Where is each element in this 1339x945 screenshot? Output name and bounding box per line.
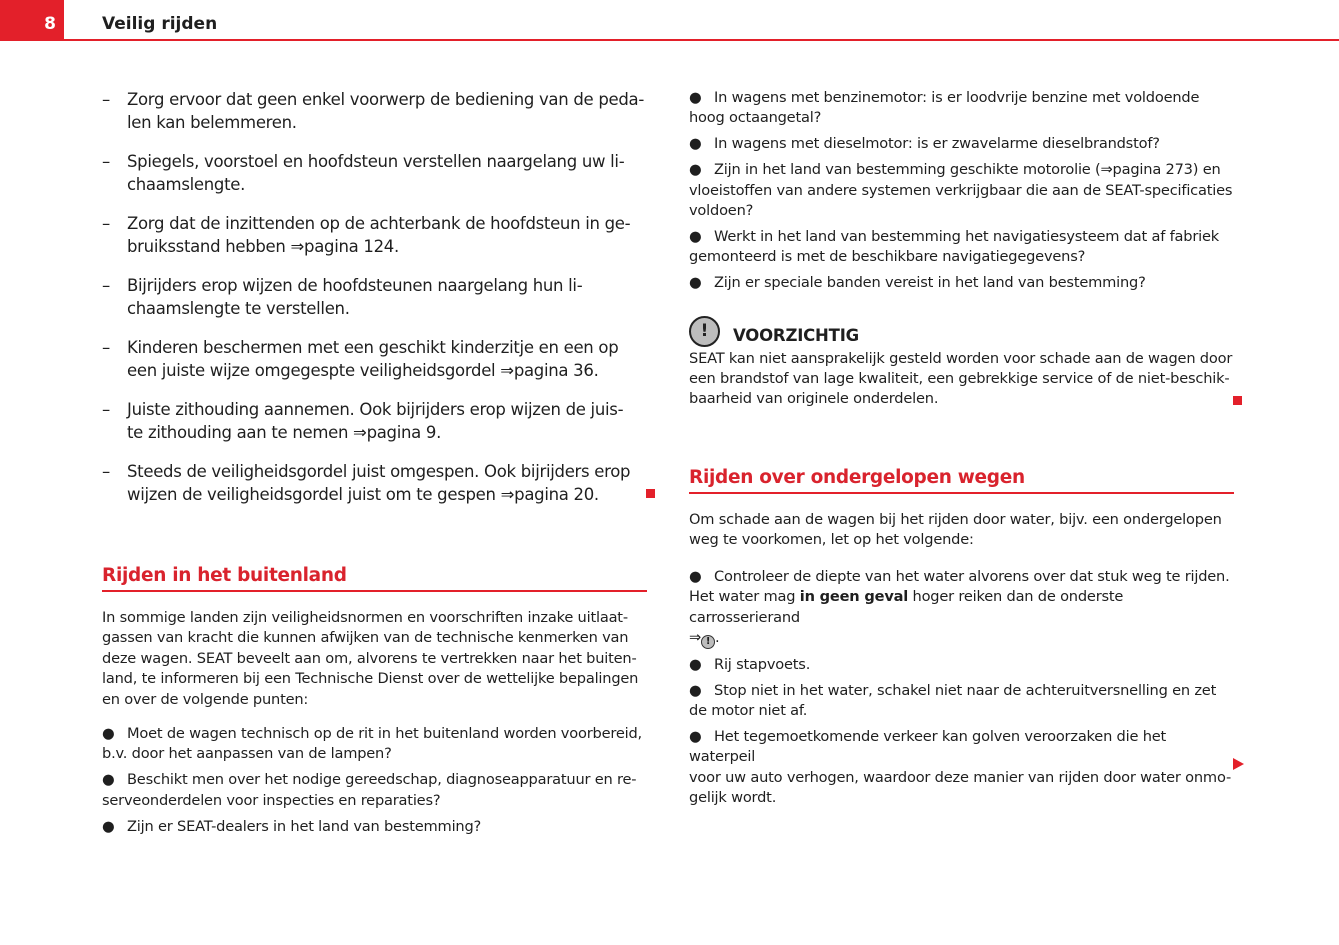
dash-icon: –: [102, 400, 110, 419]
text-line: b.v. door het aanpassen van de lampen?: [102, 745, 392, 763]
list-item: ● Controleer de diepte van het water alvorens over dat stuk weg te rijden. Het water mag in geen geval hoger reiken dan de onderste carrosserierand ⇒ ! .: [689, 567, 1234, 649]
section-title-flooded-roads: Rijden over ondergelopen wegen: [689, 467, 1234, 494]
text-line: Zijn er speciale banden vereist in het land van bestemming?: [714, 274, 1146, 292]
list-item: [689, 273, 1234, 293]
continue-arrow-icon: [1233, 758, 1244, 770]
bullet-icon: ●: [102, 771, 115, 789]
list-item: [102, 460, 647, 506]
text-line: Zorg dat de inzittenden op de achterbank de hoofdsteun in ge-: [127, 214, 631, 233]
text-line: Steeds de veiligheidsgordel juist omgespen. Ook bijrijders erop: [127, 462, 631, 481]
text-line: Spiegels, voorstoel en hoofdsteun verstellen naargelang uw li-: [127, 152, 625, 171]
dash-icon: –: [102, 276, 110, 295]
text-line: In sommige landen zijn veiligheidsnormen en voorschriften inzake uitlaat-: [102, 609, 628, 626]
text-line: de motor niet af.: [689, 701, 808, 719]
text-line: baarheid van originele onderdelen.: [689, 390, 939, 408]
text-line: vloeistoffen van andere systemen verkrijgbaar die aan de SEAT-specificaties: [689, 181, 1233, 199]
text-line: gemonteerd is met de beschikbare navigatiegegevens?: [689, 248, 1086, 266]
text-line: te zithouding aan te nemen ⇒pagina 9.: [127, 423, 442, 442]
list-item: [102, 724, 647, 765]
text-line: Bijrijders erop wijzen de hoofdsteunen naargelang hun li-: [127, 276, 583, 295]
bullet-icon: ●: [102, 725, 115, 743]
caution-header: [689, 316, 1234, 347]
text-line: weg te voorkomen, let op het volgende:: [689, 531, 974, 549]
caution-title: VOORZICHTIG: [733, 325, 859, 345]
bullet-icon: ●: [689, 161, 702, 179]
bullet-icon: ●: [102, 817, 115, 835]
text-line: land, te informeren bij een Technische Dienst over de wettelijke bepalingen: [102, 670, 639, 688]
abroad-checklist: [102, 724, 647, 837]
list-item: [102, 817, 647, 837]
page-number-tab: [0, 0, 64, 41]
bullet-icon: ●: [689, 681, 702, 699]
text-line: bruiksstand hebben ⇒pagina 124.: [127, 237, 399, 256]
list-item: [689, 160, 1234, 221]
list-item: [689, 227, 1234, 268]
list-item: [689, 134, 1234, 154]
text-line: gassen van kracht die kunnen afwijken van de technische kenmerken van: [102, 629, 629, 647]
text-line: chaamslengte.: [127, 175, 246, 194]
bullet-icon: ●: [689, 274, 702, 292]
text-line: Rij stapvoets.: [714, 655, 811, 673]
flooded-roads-checklist: [689, 567, 1234, 809]
text-line: Stop niet in het water, schakel niet naar de achteruitversnelling en zet: [714, 681, 1217, 699]
header-divider: [64, 39, 1339, 41]
section-intro-abroad: [102, 608, 647, 710]
text-line: chaamslengte te verstellen.: [127, 299, 350, 318]
list-item: [102, 398, 647, 444]
text-line: Om schade aan de wagen bij het rijden door water, bijv. een ondergelopen: [689, 510, 1222, 528]
caution-reference-icon: !: [701, 635, 715, 649]
list-item: [102, 88, 647, 134]
text-line: voor uw auto verhogen, waardoor deze manier van rijden door water onmo-: [689, 768, 1232, 786]
text-line: Kinderen beschermen met een geschikt kinderzitje en een op: [127, 338, 619, 357]
caution-icon: !: [689, 316, 720, 347]
dash-icon: –: [102, 214, 110, 233]
bullet-icon: ●: [689, 227, 702, 245]
text-line: Zijn in het land van bestemming geschikte motorolie (⇒pagina 273) en: [714, 161, 1221, 179]
text-line: Het tegemoetkomende verkeer kan golven veroorzaken die het waterpeil: [689, 727, 1167, 766]
list-item: [689, 88, 1234, 129]
cross-reference-link[interactable]: ⇒ !: [689, 629, 715, 646]
text-line: len kan belemmeren.: [127, 113, 297, 132]
list-item: [689, 727, 1234, 809]
list-item: [102, 150, 647, 196]
list-item: [102, 770, 647, 811]
text-line: een brandstof van lage kwaliteit, een gebrekkige service of de niet-beschik-: [689, 370, 1230, 388]
text-line: Zijn er SEAT-dealers in het land van bestemming?: [127, 817, 482, 835]
text-line: Beschikt men over het nodige gereedschap, diagnoseapparatuur en re-: [127, 771, 637, 789]
text-line: gelijk wordt.: [689, 789, 777, 807]
dash-icon: –: [102, 462, 110, 481]
text-line: SEAT kan niet aansprakelijk gesteld worden voor schade aan de wagen door: [689, 349, 1233, 367]
page-number: 8: [44, 14, 56, 34]
text-line: serveonderdelen voor inspecties en reparaties?: [102, 791, 441, 809]
text-line: In wagens met benzinemotor: is er loodvrije benzine met voldoende: [714, 89, 1200, 106]
chapter-title: Veilig rijden: [102, 14, 218, 34]
list-item: [102, 274, 647, 320]
list-item: [689, 681, 1234, 722]
list-item: [689, 655, 1234, 675]
list-item: [102, 336, 647, 382]
left-column: [102, 88, 647, 843]
bullet-icon: ●: [689, 727, 702, 745]
text-line: wijzen de veiligheidsgordel juist om te gespen ⇒pagina 20.: [127, 485, 599, 504]
text-line: Juiste zithouding aannemen. Ook bijrijders erop wijzen de juis-: [127, 400, 624, 419]
text-line: Werkt in het land van bestemming het navigatiesysteem dat af fabriek: [714, 227, 1220, 245]
text-line: Moet de wagen technisch op de rit in het buitenland worden voorbereid,: [127, 725, 642, 743]
dash-icon: –: [102, 152, 110, 171]
section-end-marker: [1233, 396, 1242, 405]
safety-checklist: [102, 88, 647, 506]
section-title-abroad: Rijden in het buitenland: [102, 565, 647, 592]
bullet-icon: ●: [689, 89, 702, 106]
dash-icon: –: [102, 338, 110, 357]
list-item: [102, 212, 647, 258]
text-line: een juiste wijze omgegespte veiligheidsgordel ⇒pagina 36.: [127, 361, 599, 380]
bullet-icon: ●: [689, 655, 702, 673]
emphasis-text: in geen geval: [799, 588, 909, 606]
caution-text: [689, 349, 1234, 410]
text-line: Zorg ervoor dat geen enkel voorwerp de bediening van de peda-: [127, 90, 644, 109]
text-line: hoog octaangetal?: [689, 109, 822, 127]
text-line: In wagens met dieselmotor: is er zwavelarme dieselbrandstof?: [714, 135, 1160, 153]
bullet-icon: ●: [689, 567, 702, 585]
text-line: voldoen?: [689, 202, 754, 220]
dash-icon: –: [102, 90, 110, 109]
right-column: [689, 88, 1234, 814]
abroad-checklist-continued: [689, 88, 1234, 294]
section-end-marker: [646, 489, 655, 498]
section-intro-flooded-roads: [689, 510, 1234, 551]
bullet-icon: ●: [689, 135, 702, 153]
text-line: en over de volgende punten:: [102, 690, 309, 708]
text-line: deze wagen. SEAT beveelt aan om, alvorens te vertrekken naar het buiten-: [102, 649, 637, 667]
